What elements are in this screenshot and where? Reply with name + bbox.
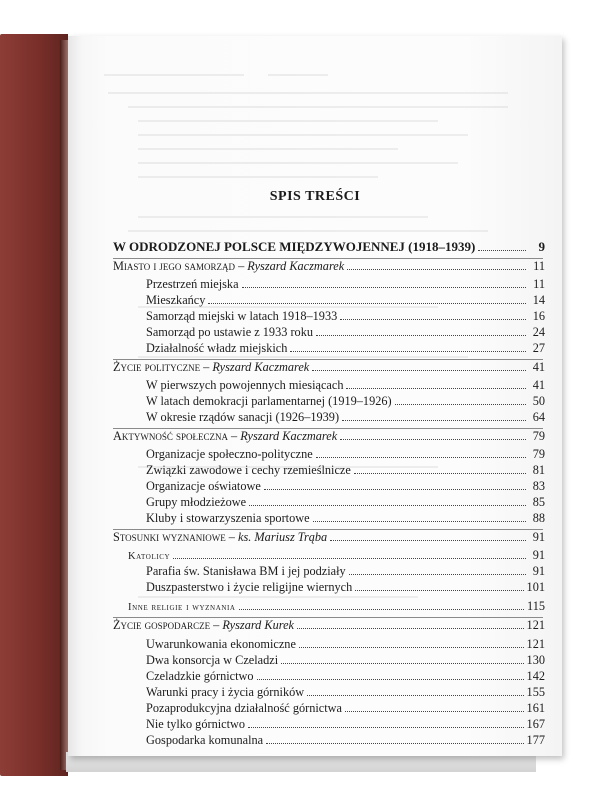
dot-leader: [345, 711, 524, 712]
subheading-title: Katolicy: [128, 551, 171, 562]
dot-leader: [347, 269, 526, 270]
entry-title: Grupy młodzieżowe: [146, 495, 247, 509]
dot-leader: [312, 370, 526, 371]
chapter-heading: Miasto i jego samorząd: [113, 259, 235, 273]
entry-title: Samorząd miejski w latach 1918–1933: [146, 309, 338, 323]
dot-leader: [208, 303, 526, 304]
toc-part-title: W ODRODZONEJ POLSCE MIĘDZYWOJENNEJ (1918–1939): [113, 239, 476, 254]
book-cover: [0, 34, 68, 776]
chapter-page: 79: [532, 429, 545, 443]
entry-page: 27: [532, 341, 545, 355]
dot-leader: [346, 388, 526, 389]
dot-leader: [395, 404, 526, 405]
toc-part-line[interactable]: [113, 240, 545, 254]
toc-entry[interactable]: [146, 669, 545, 683]
toc-part-page: 9: [538, 239, 545, 254]
entry-title: Dwa konsorcja w Czeladzi: [146, 653, 279, 667]
chapter-heading: Stosunki wyznaniowe: [113, 530, 226, 544]
toc-entry[interactable]: [146, 293, 545, 307]
entry-page: 24: [532, 325, 545, 339]
chapter-author: Ryszard Kaczmarek: [240, 429, 338, 443]
dot-leader: [316, 457, 526, 458]
entry-title: Nie tylko górnictwo: [146, 717, 246, 731]
dash: –: [200, 360, 213, 374]
toc-entry[interactable]: [146, 564, 545, 578]
entry-title: W okresie rządów sanacji (1926–1939): [146, 410, 340, 424]
entry-title: Samorząd po ustawie z 1933 roku: [146, 325, 313, 339]
toc-entry[interactable]: [146, 637, 545, 651]
entry-title: Działalność władz miejskich: [146, 341, 288, 355]
toc-entry[interactable]: [146, 511, 545, 525]
entry-page: 167: [526, 717, 545, 731]
entry-page: 64: [532, 410, 545, 424]
entry-title: Związki zawodowe i cechy rzemieślnicze: [146, 463, 351, 477]
subheading-title: Inne religie i wyznania: [128, 602, 236, 613]
toc-title: SPIS TREŚCI: [269, 189, 361, 204]
dash: –: [235, 259, 248, 273]
chapter-author: ks. Mariusz Trąba: [238, 530, 328, 544]
toc-entry[interactable]: [146, 685, 545, 699]
toc-entry[interactable]: [146, 447, 545, 461]
toc-entry[interactable]: [146, 580, 545, 594]
dash: –: [210, 618, 223, 632]
toc-entry[interactable]: [146, 479, 545, 493]
dash: –: [225, 530, 239, 544]
dot-leader: [173, 558, 526, 559]
dot-leader: [342, 420, 526, 421]
book-page: [68, 36, 562, 756]
dot-leader: [249, 505, 526, 506]
entry-title: Gospodarka komunalna: [146, 733, 264, 747]
entry-page: 50: [532, 394, 545, 408]
dot-leader: [257, 679, 524, 680]
chapter-page: 121: [526, 618, 545, 632]
entry-page: 88: [532, 511, 545, 525]
dot-leader: [299, 647, 524, 648]
entry-page: 155: [526, 685, 545, 699]
entry-title: Kluby i stowarzyszenia sportowe: [146, 511, 310, 525]
subheading-page: 115: [527, 599, 545, 613]
toc-entry[interactable]: [146, 701, 545, 715]
toc-subheading[interactable]: [128, 548, 545, 564]
entry-title: Duszpasterstwo i życie religijne wiernych: [146, 580, 353, 594]
entry-page: 41: [532, 378, 545, 392]
chapter-heading: Życie gospodarcze: [113, 618, 211, 632]
entry-page: 83: [532, 479, 545, 493]
dot-leader: [316, 335, 526, 336]
dot-leader: [239, 609, 524, 610]
toc-entry[interactable]: [146, 341, 545, 355]
entry-page: 142: [526, 669, 545, 683]
toc-chapter[interactable]: [113, 360, 545, 374]
entry-title: Organizacje społeczno-polityczne: [146, 447, 313, 461]
dot-leader: [290, 351, 526, 352]
dot-leader: [354, 473, 526, 474]
dot-leader: [297, 628, 524, 629]
toc-chapter[interactable]: [113, 259, 545, 273]
dot-leader: [340, 319, 526, 320]
entry-page: 101: [526, 580, 545, 594]
toc-entry[interactable]: [146, 309, 545, 323]
entry-page: 130: [526, 653, 545, 667]
entry-page: 91: [532, 564, 545, 578]
toc-entry[interactable]: [146, 653, 545, 667]
dot-leader: [281, 663, 523, 664]
chapter-author: Ryszard Kaczmarek: [247, 259, 345, 273]
entry-page: 177: [526, 733, 545, 747]
chapter-author: Ryszard Kurek: [222, 618, 295, 632]
dot-leader: [266, 743, 523, 744]
entry-title: Uwarunkowania ekonomiczne: [146, 637, 296, 651]
chapter-heading: Życie polityczne: [113, 360, 201, 374]
dot-leader: [355, 590, 523, 591]
toc-entry[interactable]: [146, 277, 545, 291]
toc-entry[interactable]: [146, 495, 545, 509]
entry-page: 16: [532, 309, 545, 323]
toc-entry[interactable]: [146, 325, 545, 339]
entry-page: 14: [532, 293, 545, 307]
toc-entry[interactable]: [146, 733, 545, 747]
toc-entry[interactable]: [146, 410, 545, 424]
toc-entry[interactable]: [146, 463, 545, 477]
entry-title: W latach demokracji parlamentarnej (1919–1926): [146, 394, 392, 408]
entry-page: 81: [532, 463, 545, 477]
dot-leader: [313, 521, 526, 522]
entry-title: Parafia św. Stanisława BM i jej podziały: [146, 564, 346, 578]
chapter-page: 11: [533, 259, 545, 273]
entry-title: Organizacje oświatowe: [146, 479, 261, 493]
dot-leader: [330, 540, 526, 541]
entry-title: W pierwszych powojennych miesiącach: [146, 378, 344, 392]
toc-chapter[interactable]: [113, 530, 545, 544]
entry-page: 85: [532, 495, 545, 509]
dot-leader: [349, 574, 526, 575]
entry-page: 121: [526, 637, 545, 651]
toc-entry[interactable]: [146, 717, 545, 731]
subheading-page: 91: [532, 548, 545, 562]
entry-page: 79: [532, 447, 545, 461]
entry-title: Warunki pracy i życia górników: [146, 685, 305, 699]
toc-chapter[interactable]: [113, 618, 545, 632]
toc-entry[interactable]: [146, 378, 545, 392]
toc-chapter[interactable]: [113, 429, 545, 443]
chapter-heading: Aktywność społeczna: [113, 429, 228, 443]
entry-title: Pozaprodukcyjna działalność górnictwa: [146, 701, 342, 715]
entry-title: Przestrzeń miejska: [146, 277, 239, 291]
dot-leader: [264, 489, 526, 490]
toc-subheading[interactable]: [128, 599, 545, 615]
dot-leader: [478, 250, 526, 251]
entry-page: 11: [533, 277, 545, 291]
toc-entry[interactable]: [146, 394, 545, 408]
chapter-page: 41: [532, 360, 545, 374]
dot-leader: [307, 695, 523, 696]
chapter-page: 91: [532, 530, 545, 544]
dot-leader: [248, 727, 524, 728]
dot-leader: [340, 439, 526, 440]
dash: –: [227, 429, 241, 443]
entry-title: Mieszkańcy: [146, 293, 206, 307]
entry-title: Czeladzkie górnictwo: [146, 669, 254, 683]
entry-page: 161: [526, 701, 545, 715]
dot-leader: [242, 287, 526, 288]
chapter-author: Ryszard Kaczmarek: [212, 360, 310, 374]
